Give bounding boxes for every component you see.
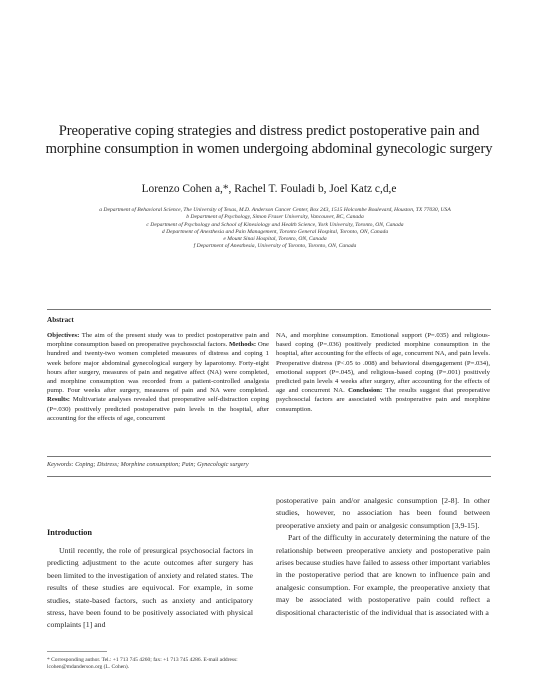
affiliation-line: b Department of Psychology, Simon Fraser University, Vancouver, BC, Canada bbox=[186, 214, 364, 221]
affiliation-line: c Department of Psychology and School of Kinesiology and Health Science, York University, Toronto, ON, Canada bbox=[146, 221, 404, 228]
affiliations bbox=[40, 207, 510, 251]
affiliation-line: d Department of Anesthesia and Pain Management, Toronto General Hospital, Toronto, ON, Canada bbox=[161, 228, 389, 235]
introduction-left-column bbox=[47, 545, 253, 632]
abstract-top-rule bbox=[47, 309, 491, 310]
introduction-right-column bbox=[276, 495, 490, 619]
introduction-heading: Introduction bbox=[47, 528, 93, 537]
methods-label: Methods: bbox=[228, 341, 257, 349]
objectives-label: Objectives: bbox=[47, 332, 80, 339]
introduction-paragraph: Until recently, the role of presurgical psychosocial factors in predicting adjustment to the acute outcomes after surgery has been limited to the investigation of anxiety and related states. The results of these studies are equivocal. For example, in some studies, state-based factors, such as anxiety and anticipatory stress, have been found to be positively associated with physical complaints [1] and bbox=[47, 546, 253, 630]
abstract-heading: Abstract bbox=[47, 316, 74, 324]
footnote: * Corresponding author. Tel.: +1 713 745 4260; fax: +1 713 745 4286. E-mail address: lcohen@mdanderson.org (L. Cohen). bbox=[47, 657, 238, 670]
conclusion-label: Conclusion: bbox=[348, 387, 383, 395]
affiliation-line: a Department of Behavioral Science, The University of Texas, M.D. Anderson Cancer Center, Box 243, 1515 Holcombe Boulevard, Houston, TX 77030, USA bbox=[99, 207, 451, 213]
methods-text: One hundred and twenty-two women completed measures of distress and coping 1 week before major abdominal gynecological surgery by laparotomy. Forty-eight hours after surgery, measures of pain and negative affect (NA) were completed, and morphine consumption was recorded from a patient-controlled analgesia pump. Four weeks after surgery, measures of pain and NA were completed. bbox=[47, 341, 269, 395]
keywords-rule bbox=[47, 456, 491, 457]
results-text: Multivariate analyses revealed that preoperative self-distraction coping (P=.030) positively predicted postoperative pain levels in the hospital, after accounting for the effects of age, concurrent bbox=[47, 396, 269, 422]
objectives-text: The aim of the present study was to predict postoperative pain and morphine consumption based on preoperative psychosocial factors. bbox=[47, 332, 269, 349]
affiliation-line: f Department of Anesthesia, University of Toronto, Toronto, ON, Canada bbox=[193, 243, 357, 250]
abstract-right-column bbox=[276, 331, 490, 414]
paper-title: Preoperative coping strategies and distress predict postoperative pain and morphine consumption in women undergoing abdominal gynecologic surgery bbox=[45, 123, 493, 157]
introduction-paragraph: postoperative pain and/or analgesic consumption [2-8]. In other studies, however, no association has been found between preoperative anxiety and pain or analgesic consumption [3,9-15]. bbox=[276, 496, 490, 530]
abstract-bottom-rule bbox=[47, 476, 491, 477]
abstract-right-text: NA, and morphine consumption. Emotional support (P=.035) and religious-based coping (P=.036) positively predicted morphine consumption in the hospital, after accounting for the effects of age, concurrent NA, and pain levels. Preoperative distress (P<.05 to .008) and behavioral disengagement (P=.034), emotional support (P=.045), and religious-based coping (P=.001) positively predicted pain levels 4 weeks after surgery, after accounting for the effects of age and concurrent NA. bbox=[276, 332, 490, 395]
keywords: Keywords: Coping; Distress; Morphine consumption; Pain; Gynecologic surgery bbox=[47, 461, 249, 468]
abstract-left-column bbox=[47, 331, 269, 423]
affiliation-line: e Mount Sinai Hospital, Toronto, ON, Canada bbox=[223, 236, 327, 243]
results-label: Results: bbox=[47, 396, 71, 404]
author-list: Lorenzo Cohen a,*, Rachel T. Fouladi b, Joel Katz c,d,e bbox=[141, 183, 397, 195]
introduction-paragraph: Part of the difficulty in accurately determining the nature of the relationship between preoperative anxiety and postoperative pain arises because studies have failed to assess other important variables in the postoperative period that are known to influence pain and analgesic consumption. For example, the preoperative anxiety that may be associated with postoperative pain could reflect a dispositional characteristic of the individual that is associated with a bbox=[276, 533, 490, 617]
footnote-rule bbox=[47, 651, 107, 652]
conclusion-text: The results suggest that preoperative psychosocial factors are associated with postoperative pain and morphine consumption. bbox=[276, 387, 491, 413]
